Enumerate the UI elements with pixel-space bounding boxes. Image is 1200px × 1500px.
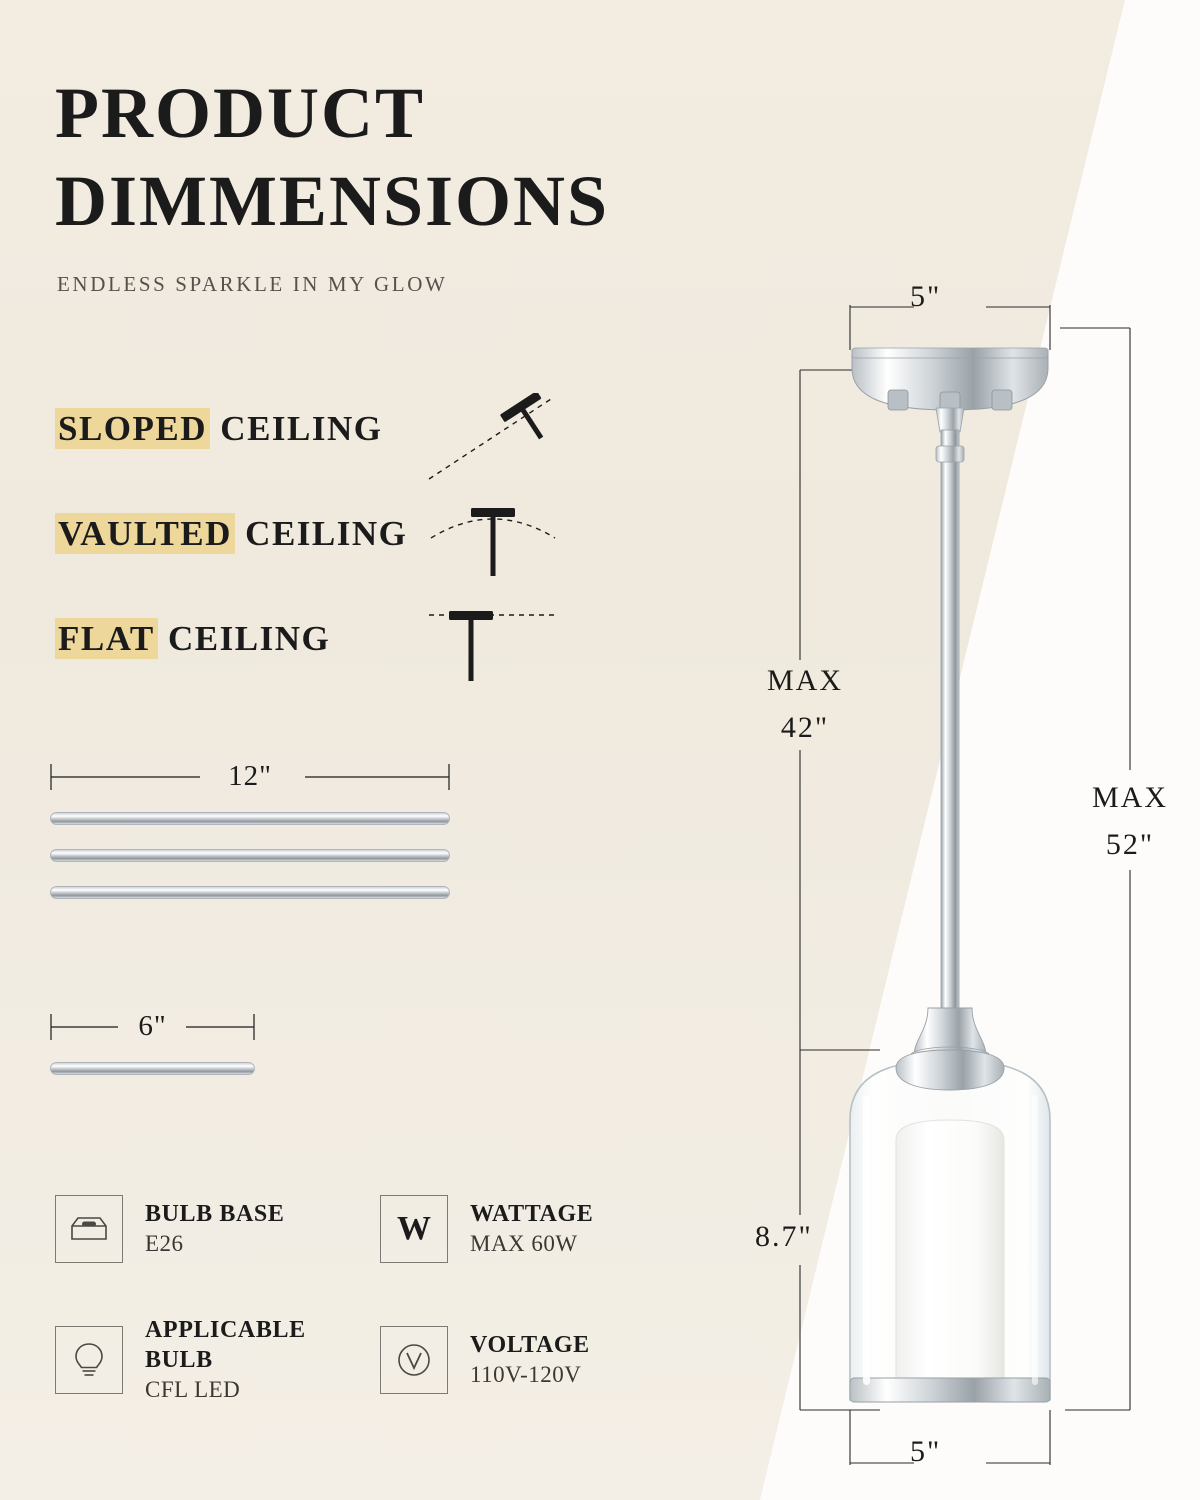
spec-title: WATTAGE [470,1201,594,1228]
ceiling-type-item [55,405,615,510]
dimension-max-52-line1: MAX [1091,781,1168,814]
spec-bulb-base [55,1195,380,1263]
spec-applicable-bulb [55,1315,380,1405]
spec-title: APPLICABLE BULB [145,1317,306,1373]
wattage-icon [380,1195,448,1263]
page-title [55,70,875,246]
ceiling-type-highlight: SLOPED [55,408,210,449]
rod-12in-label: 12" [228,760,272,792]
rod-6in-label: 6" [138,1010,167,1042]
spec-row [55,1315,705,1405]
ceiling-type-item [55,510,615,615]
spec-row [55,1195,705,1263]
rod-6in-group [50,1010,255,1075]
rod-12in-group [50,760,450,899]
spec-value: CFL LED [145,1377,241,1402]
ceiling-type-highlight: FLAT [55,618,158,659]
ceiling-type-rest: CEILING [245,514,408,553]
ceiling-type-list [55,405,615,720]
spec-value: MAX 60W [470,1231,578,1257]
ceiling-type-highlight: VAULTED [55,513,235,554]
dimension-canopy-width: 5" [910,280,942,313]
sloped-ceiling-icon [425,393,565,483]
spec-text [145,1315,380,1405]
spec-wattage [380,1195,705,1263]
rod-bar [50,849,450,862]
bulb-icon [55,1326,123,1394]
page-subtitle: ENDLESS SPARKLE IN MY GLOW [57,272,448,296]
dimension-shade-width: 5" [910,1435,942,1468]
rod-bar [50,812,450,825]
spec-grid [55,1195,705,1457]
pendant-light-diagram [700,250,1200,1500]
spec-title: VOLTAGE [470,1332,590,1358]
bulb-base-icon [55,1195,123,1263]
rod-6in-dimension [50,1010,255,1046]
spec-voltage [380,1315,705,1405]
wattage-glyph: W [397,1210,431,1247]
ceiling-type-item [55,615,615,720]
spec-text [470,1199,593,1259]
title-line-1: PRODUCT [55,73,425,153]
ceiling-type-rest: CEILING [168,619,331,658]
rod-bar [50,1062,255,1075]
spec-value: E26 [145,1231,184,1257]
rod-12in-dimension [50,760,450,796]
spec-value: 110V-120V [470,1362,582,1387]
ceiling-type-rest: CEILING [220,409,383,448]
spec-text [145,1199,284,1259]
voltage-icon [380,1326,448,1394]
dimension-max-42 [745,658,865,751]
spec-text [470,1330,590,1390]
pendant-light-illustration [700,250,1200,1500]
dimension-max-42-line1: MAX [766,664,843,697]
vaulted-ceiling-icon [425,498,565,588]
spec-title: BULB BASE [145,1201,285,1228]
dimension-shade-height: 8.7" [755,1220,813,1253]
dimension-max-52-line2: 52" [1105,827,1155,861]
rod-bar [50,886,450,899]
dimension-max-52 [1065,775,1195,868]
dimension-max-42-line2: 42" [780,710,830,744]
flat-ceiling-icon [425,603,565,693]
title-line-2: DIMMENSIONS [55,160,610,241]
